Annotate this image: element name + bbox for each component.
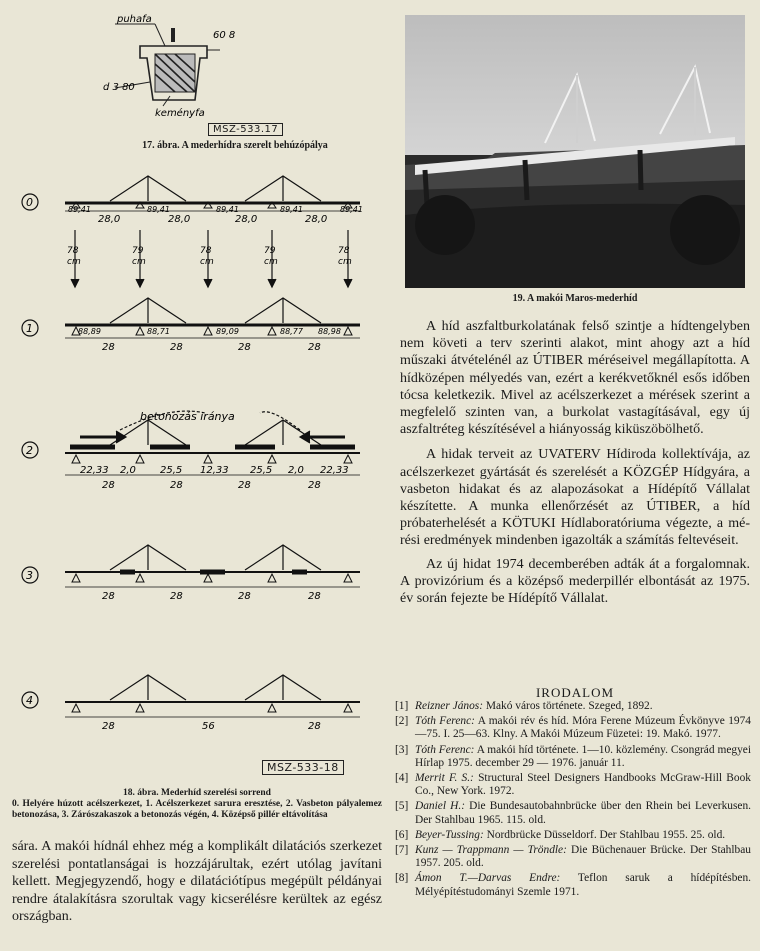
s1-span-2: 28 bbox=[170, 342, 183, 353]
s3-span-2: 28 bbox=[170, 591, 183, 602]
s1-elev-5: 88,98 bbox=[318, 327, 341, 336]
reference-item bbox=[395, 829, 751, 842]
ref-text: Nordbrücke Düsseldorf. Der Stahlbau 1955. 25. old. bbox=[483, 828, 726, 841]
body-right-p3: Az új hidat 1974 decemberében adták át a forgalomnak. A provizórium és a középső mederpillér elbontását az 1975. év során fejezte be Hídépítő Vállalat. bbox=[400, 556, 750, 607]
s4-span-1: 28 bbox=[102, 721, 115, 732]
reference-item bbox=[395, 700, 751, 713]
s2-seg-2: 2,0 bbox=[120, 465, 136, 476]
fig17-label-608: 60 8 bbox=[213, 30, 236, 41]
ref-num: [7] bbox=[395, 844, 409, 857]
ref-num: [2] bbox=[395, 715, 409, 728]
stage-label-3: 3 bbox=[26, 569, 33, 582]
s2-seg-5: 25,5 bbox=[250, 465, 273, 476]
s4-span-3: 28 bbox=[308, 721, 321, 732]
load-unit-4: cm bbox=[264, 257, 278, 267]
fig19-caption: 19. A makói Maros-mederhíd bbox=[512, 293, 638, 304]
s2-annotation: betonozás iránya bbox=[140, 410, 235, 423]
s2-seg-6: 2,0 bbox=[288, 465, 304, 476]
fig17-label-puhafa: puhafa bbox=[117, 14, 152, 25]
ref-author: Kunz — Trappmann — Tröndle: bbox=[415, 844, 567, 857]
s1-elev-3: 89,09 bbox=[216, 327, 239, 336]
stage-label-1: 1 bbox=[26, 322, 33, 335]
s2-span-4: 28 bbox=[308, 480, 321, 491]
bridge-photo-image bbox=[405, 15, 745, 288]
s2-span-3: 28 bbox=[238, 480, 251, 491]
load-4: 79 bbox=[264, 246, 276, 256]
s0-span-3: 28,0 bbox=[235, 214, 258, 225]
s3-span-4: 28 bbox=[308, 591, 321, 602]
ref-author: Tóth Ferenc: bbox=[415, 715, 475, 728]
load-unit-3: cm bbox=[200, 257, 214, 267]
reference-item bbox=[395, 772, 751, 798]
body-left-bottom: sára. A makói hídnál ehhez még a komplikált dilatációs szerkezet szerelési pontatlanságai is hozzájárultak, ezért utólag javítani kellett. Megjegyzendő, hogy e dilatációtípus megépült példányai rendre átalakításra szorultak vagy kicserélésre kerültek az egész országban. bbox=[12, 839, 382, 924]
reference-list bbox=[395, 700, 751, 901]
s0-elev-4: 89,41 bbox=[280, 205, 303, 214]
fig18-caption bbox=[12, 788, 382, 821]
ref-num: [6] bbox=[395, 828, 409, 841]
s0-elev-5: 89,41 bbox=[340, 205, 363, 214]
ref-num: [3] bbox=[395, 743, 409, 756]
ref-num: [4] bbox=[395, 772, 409, 785]
s3-span-3: 28 bbox=[238, 591, 251, 602]
s2-seg-1: 22,33 bbox=[80, 465, 109, 476]
body-right-p2: A hidak terveit az UVATERV Hídiroda kollektívája, az acélszerkezet gyártását és szerelését a KÖZGÉP Hídgyára, a vasbeton hidakat és az alapozásokat a Hídépítő Vállalat készítette. A munka ellenőrzését az ÚTIBER, a híd próbaterhelését a KÖTUKI Hídlaboratóriuma végezte, a mérési eredmények mindenben igazolták a számítás feltevéseit. bbox=[400, 447, 750, 549]
reference-item bbox=[395, 744, 751, 770]
s0-span-2: 28,0 bbox=[168, 214, 191, 225]
fig17-standard: MSZ-533.17 bbox=[208, 123, 283, 136]
s2-seg-7: 22,33 bbox=[320, 465, 349, 476]
s0-elev-1: 89,41 bbox=[68, 205, 91, 214]
fig17-drawing bbox=[95, 10, 295, 120]
s2-seg-4: 12,33 bbox=[200, 465, 229, 476]
ref-author: Reizner János: bbox=[415, 700, 484, 712]
fig18-drawing bbox=[10, 175, 390, 775]
fig18-standard: MSZ-533-18 bbox=[262, 760, 344, 775]
literature-heading: IRODALOM bbox=[535, 685, 615, 700]
s0-elev-3: 89,41 bbox=[216, 205, 239, 214]
ref-num: [5] bbox=[395, 800, 409, 813]
load-unit-1: cm bbox=[67, 257, 81, 267]
reference-item bbox=[395, 800, 751, 826]
ref-author: Ámon T.—Darvas Endre: bbox=[415, 872, 561, 885]
ref-author: Tóth Ferenc: bbox=[415, 743, 475, 756]
body-right bbox=[400, 318, 750, 607]
reference-item bbox=[395, 872, 751, 898]
fig18-caption-title: 18. ábra. Mederhíd szerelési sorrend bbox=[123, 788, 271, 798]
fig17-caption: 17. ábra. A mederhídra szerelt behúzópálya bbox=[142, 140, 328, 151]
fig17-label-d380: d 3 80 bbox=[103, 82, 135, 93]
ref-text: Structural Steel Designers Handbooks McGraw-Hill Book Co., New York. 1972. bbox=[415, 772, 751, 798]
s3-span-1: 28 bbox=[102, 591, 115, 602]
body-right-p1: A híd aszfaltburkolatának felső szintje a hídtengelyben nem követi a terv szerinti alakot, mint ahogy azt a híd műszaki átvételénél az ÚTIBER méréseivel megállapította. A hídközépen mélyedés van, ezért a kerékvetőknél esős időben tócsa keletkezik. Mivel az acélszerkezet a mérések szerint a megfelelő szinten van, a burkolat vastagításával, egy új aszfaltréteg készítésével a hiányosság kiküszöbölhető. bbox=[400, 319, 750, 438]
stage-label-4: 4 bbox=[26, 694, 33, 707]
ref-author: Merrit F. S.: bbox=[415, 772, 474, 785]
ref-num: [1] bbox=[395, 700, 409, 712]
s4-span-2: 56 bbox=[202, 721, 215, 732]
load-unit-2: cm bbox=[132, 257, 146, 267]
ref-author: Daniel H.: bbox=[415, 800, 465, 813]
load-2: 79 bbox=[132, 246, 144, 256]
s0-span-4: 28,0 bbox=[305, 214, 328, 225]
s1-elev-2: 88,71 bbox=[147, 327, 170, 336]
s1-elev-1: 88,89 bbox=[78, 327, 101, 336]
load-5: 78 bbox=[338, 246, 350, 256]
stage-label-2: 2 bbox=[26, 444, 33, 457]
load-unit-5: cm bbox=[338, 257, 352, 267]
ref-text: Makó város története. Szeged, 1892. bbox=[483, 700, 653, 712]
reference-item bbox=[395, 715, 751, 741]
reference-item bbox=[395, 844, 751, 870]
ref-num: [8] bbox=[395, 872, 409, 885]
ref-text: A makói híd története. 1—10. közlemény. Csongrád megyei Hírlap 1975. december 29 — 1976. január 11. bbox=[415, 743, 751, 769]
load-3: 78 bbox=[200, 246, 212, 256]
s2-span-2: 28 bbox=[170, 480, 183, 491]
load-1: 78 bbox=[67, 246, 79, 256]
s2-seg-3: 25,5 bbox=[160, 465, 183, 476]
s1-elev-4: 88,77 bbox=[280, 327, 303, 336]
ref-author: Beyer-Tussing: bbox=[415, 828, 484, 841]
s0-elev-2: 89,41 bbox=[147, 205, 170, 214]
stage-label-0: 0 bbox=[26, 196, 33, 209]
s2-span-1: 28 bbox=[102, 480, 115, 491]
ref-text: A makói rév és híd. Móra Ferene Múzeum Évkönyve 1974—75. I. 25—63. Klny. A Makói Múzeum Füzetei: 19. Makó. 1977. bbox=[415, 715, 751, 741]
ref-text: Die Büchenauer Brücke. Der Stahlbau 1957. 205. old. bbox=[415, 844, 751, 870]
fig18-caption-body: 0. Helyére húzott acélszerkezet, 1. Acélszerkezet sarura eresztése, 2. Vasbeton pályalemez betonozása, 3. Zárószakaszok a betonozás végén, 4. Középső pillér eltávolítása bbox=[12, 799, 382, 820]
ref-text: Die Bundesautobahnbrücke über den Rhein bei Leverkusen. Der Stahlbau 1965. 115. old. bbox=[415, 800, 751, 826]
s1-span-1: 28 bbox=[102, 342, 115, 353]
ref-text: Teflon saruk a hídépítésben. Mélyépítéstudományi Szemle 1971. bbox=[415, 872, 751, 898]
fig17-label-kemenyfa: keményfa bbox=[155, 108, 205, 119]
s0-span-1: 28,0 bbox=[98, 214, 121, 225]
s1-span-3: 28 bbox=[238, 342, 251, 353]
bridge-photo bbox=[405, 15, 745, 288]
s1-span-4: 28 bbox=[308, 342, 321, 353]
